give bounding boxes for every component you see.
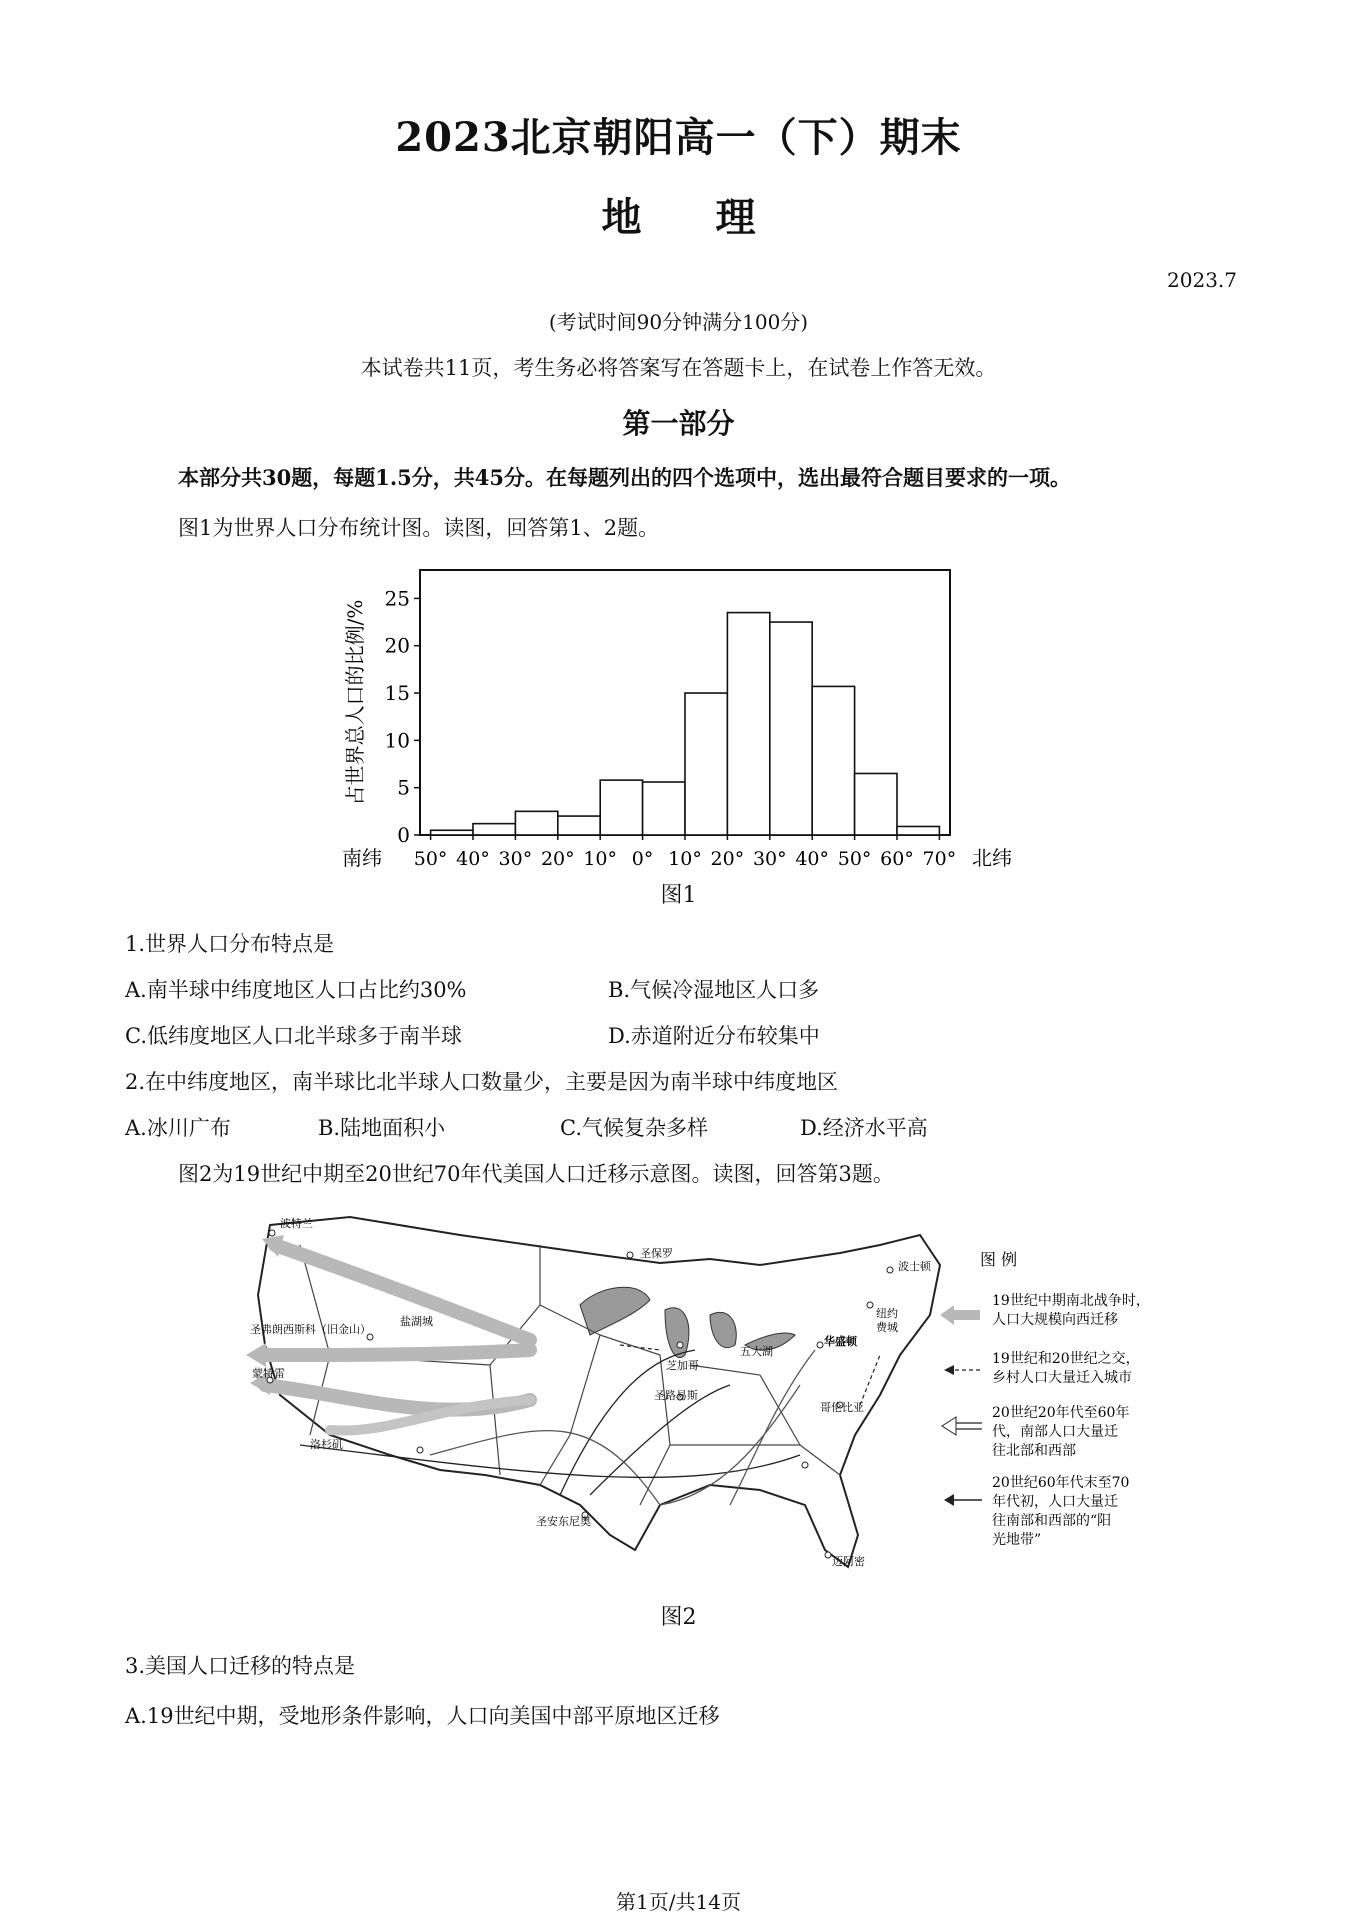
q2-option-c: C.气候复杂多样 (560, 1116, 708, 1140)
chart-bar (515, 811, 557, 835)
y-tick-label: 25 (384, 586, 410, 611)
city-label: 五大湖 (740, 1345, 773, 1358)
city-dot (417, 1447, 423, 1453)
x-tick-label: 10° (668, 848, 702, 870)
x-tick-label: 50° (837, 848, 872, 870)
city-dot (825, 1552, 831, 1558)
legend-entry-text: 人口大规模向西迁移 (992, 1312, 1118, 1328)
legend-gray-arrowhead (940, 1305, 954, 1325)
part-heading: 第一部分 (622, 407, 735, 440)
lake-michigan (665, 1308, 689, 1358)
q2-option-d: D.经济水平高 (800, 1116, 928, 1140)
figure1-caption: 图1 (660, 883, 697, 908)
q1-option-c: C.低纬度地区人口北半球多于南半球 (125, 1024, 462, 1048)
x-tick-label: 70° (922, 848, 957, 870)
city-dot (867, 1302, 873, 1308)
migration-arrow (730, 1350, 815, 1505)
city-dot (627, 1252, 633, 1258)
exam-date: 2023.7 (1167, 268, 1237, 292)
state-border (600, 1335, 670, 1505)
city-label: 波士顿 (898, 1260, 931, 1273)
city-label: 纽约 (876, 1307, 898, 1320)
x-tick-label: 60° (880, 848, 914, 870)
chart-bar (431, 830, 473, 835)
x-tick-label: 10° (583, 848, 618, 870)
city-dot (887, 1267, 893, 1273)
legend-entry-text: 往北部和西部 (992, 1443, 1076, 1459)
legend-entry-text: 乡村人口大量迁入城市 (992, 1370, 1132, 1386)
arrowhead (246, 1343, 266, 1367)
city-dot (817, 1342, 823, 1348)
lake-huron (710, 1312, 736, 1347)
west-migration-arrow (260, 1350, 530, 1355)
legend-entry-text: 代，南部人口大量迁 (992, 1424, 1118, 1440)
rural-urban-arrow (620, 1345, 660, 1350)
migration-arrow (430, 1431, 660, 1505)
city-label: 盐湖城 (400, 1315, 433, 1328)
x-axis-north-label: 北纬 (972, 846, 1012, 870)
chart-bar (770, 622, 812, 835)
legend-entry-text: 20世纪60年代末至70 (992, 1475, 1130, 1491)
population-chart (340, 555, 1020, 895)
figure2-caption: 图2 (660, 1605, 697, 1630)
q2-option-a: A.冰川广布 (125, 1116, 231, 1140)
legend-entry-text: 20世纪20年代至60年 (992, 1405, 1130, 1421)
city-label: 圣安东尼奥 (536, 1515, 591, 1528)
city-label: 圣弗朗西斯科（旧金山） (250, 1323, 371, 1336)
legend-solid-arrowhead (944, 1494, 954, 1506)
q1-option-b: B.气候冷湿地区人口多 (608, 978, 820, 1002)
legend-entry-text: 往南部和西部的“阳 (992, 1513, 1112, 1529)
x-tick-label: 30° (498, 848, 533, 870)
state-border (670, 1445, 840, 1475)
city-label: 圣路易斯 (654, 1389, 698, 1402)
chart-bar (600, 780, 642, 835)
x-tick-label: 50° (413, 848, 448, 870)
q2-stem: 2.在中纬度地区，南半球比北半球人口数量少，主要是因为南半球中纬度地区 (125, 1070, 839, 1094)
exam-notice: 本试卷共11页，考生务必将答案写在答题卡上，在试卷上作答无效。 (360, 356, 997, 380)
rural-urban-arrow (860, 1355, 880, 1405)
lake-superior (580, 1287, 650, 1335)
city-label: 蒙特雷 (252, 1367, 285, 1380)
city-label: 华盛顿 (824, 1335, 857, 1348)
city-label: 圣保罗 (640, 1247, 673, 1260)
y-tick-label: 5 (397, 775, 410, 800)
q1-option-a: A.南半球中纬度地区人口占比约30% (125, 978, 467, 1002)
x-tick-label: 40° (795, 848, 830, 870)
legend-entry-text: 19世纪中期南北战争时， (992, 1293, 1150, 1309)
q2-option-b: B.陆地面积小 (318, 1116, 446, 1140)
chart-bar (812, 686, 854, 835)
fig1-intro: 图1为世界人口分布统计图。读图，回答第1、2题。 (178, 516, 660, 540)
y-tick-label: 10 (384, 728, 410, 753)
x-tick-label: 20° (710, 848, 745, 870)
part-instructions: 本部分共30题，每题1.5分，共45分。在每题列出的四个选项中，选出最符合题目要求的一项。 (178, 465, 1071, 490)
x-tick-label: 20° (540, 848, 575, 870)
chart-bar (897, 826, 939, 835)
q1-stem: 1.世界人口分布特点是 (125, 932, 335, 956)
legend-entry-text: 光地带” (992, 1532, 1042, 1548)
city-label: 哥伦比亚 (820, 1401, 864, 1414)
city-label: 费城 (876, 1321, 898, 1334)
migration-map (240, 1205, 1150, 1600)
y-tick-label: 0 (397, 823, 410, 847)
page-title: 2023北京朝阳高一（下）期末 (395, 114, 962, 161)
city-label: 波特兰 (280, 1217, 313, 1230)
legend-hollow-arrowhead (942, 1417, 956, 1435)
city-label: 芝加哥 (666, 1359, 699, 1372)
y-tick-label: 20 (384, 633, 410, 658)
q1-option-d: D.赤道附近分布较集中 (608, 1024, 820, 1048)
x-tick-label: 30° (752, 848, 787, 870)
city-dot (802, 1462, 808, 1468)
state-border (690, 1365, 800, 1445)
y-axis-label: 占世界总人口的比例/% (343, 599, 367, 806)
legend-title: 图 例 (980, 1250, 1018, 1269)
subject-title: 地 理 (601, 194, 756, 241)
city-label: 迈阿密 (832, 1555, 865, 1568)
q3-stem: 3.美国人口迁移的特点是 (125, 1654, 356, 1678)
x-tick-label: 40° (456, 848, 490, 870)
city-label: 洛杉矶 (310, 1438, 343, 1451)
chart-bar (473, 824, 515, 835)
legend-dashed-arrowhead (944, 1365, 954, 1375)
x-tick-label: 0° (631, 848, 654, 870)
chart-bar (855, 773, 897, 835)
chart-bar (643, 782, 685, 835)
q3-option-a: A.19世纪中期，受地形条件影响，人口向美国中部平原地区迁移 (125, 1704, 720, 1728)
city-dot (677, 1342, 683, 1348)
legend-entry-text: 年代初，人口大量迁 (992, 1494, 1118, 1510)
chart-bar (685, 693, 727, 835)
exam-info: (考试时间90分钟满分100分) (548, 310, 809, 334)
state-border (300, 1245, 330, 1435)
legend-entry-text: 19世纪和20世纪之交， (992, 1351, 1140, 1367)
chart-bar (727, 613, 769, 835)
fig2-intro: 图2为19世纪中期至20世纪70年代美国人口迁移示意图。读图，回答第3题。 (178, 1162, 894, 1186)
chart-bar (558, 816, 600, 835)
x-axis-south-label: 南纬 (342, 846, 382, 870)
y-tick-label: 15 (384, 681, 410, 706)
page-number: 第1页/共14页 (616, 1890, 741, 1914)
city-dot (269, 1230, 275, 1236)
